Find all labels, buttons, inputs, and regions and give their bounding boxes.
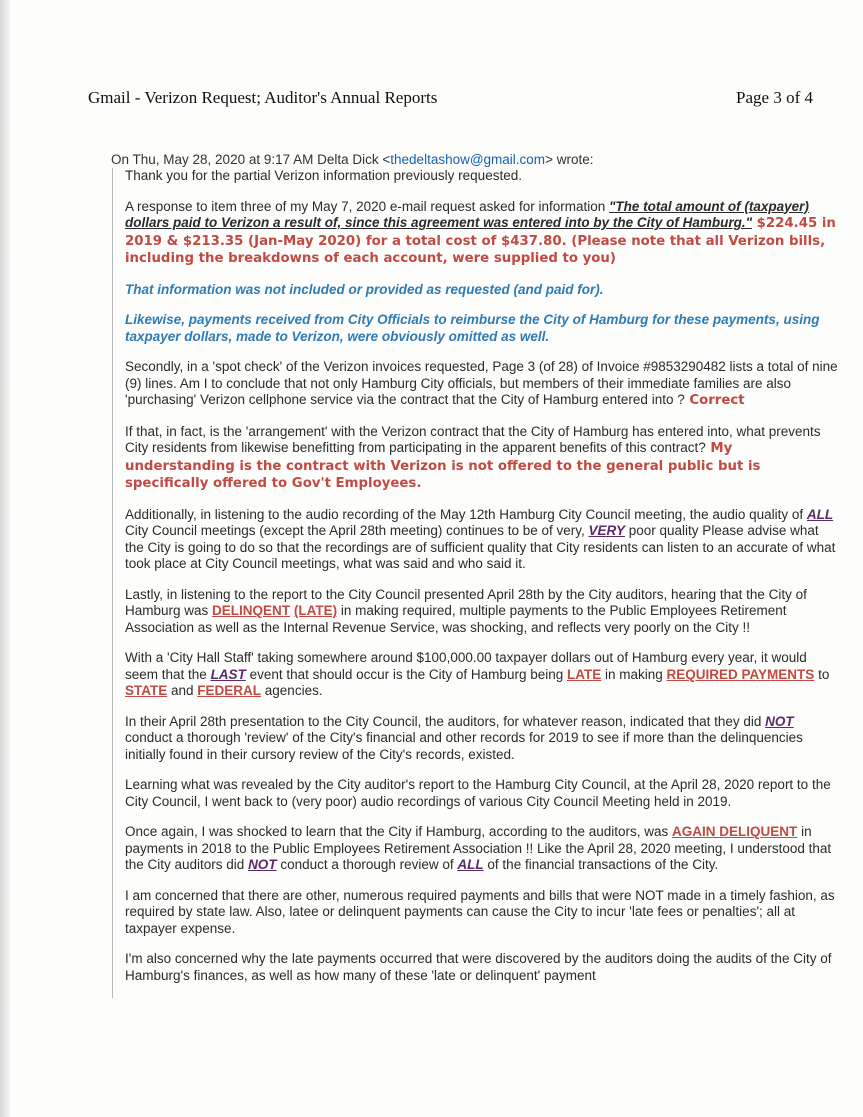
scan-edge-shadow [0,0,10,1117]
quoted-message [112,168,840,998]
emphasis-not-2: NOT [248,857,277,872]
paragraph-item-three [125,199,840,268]
staff-text-f: agencies. [261,683,323,698]
emphasis-very: VERY [588,523,626,538]
emphasis-delinquent: DELINQENT [212,603,291,618]
arrangement-text: If that, in fact, is the 'arrangement' with the Verizon contract that the City of Hamburg has entered into, what prevents City residents from likewise benefitting from participating in the apparent benefits of this contract? [125,423,821,455]
item-three-text: A response to item three of my May 7, 2020 e-mail request asked for information [125,198,609,214]
emphasis-all: ALL [806,506,834,522]
page-header-title: Gmail - Verizon Request; Auditor's Annual Reports [88,88,438,107]
emphasis-all-2: ALL [457,857,484,872]
audio-text-b: City Council meetings (except the April 28th meeting) continues to be of very, [125,523,589,538]
paragraph-audio-quality [125,507,840,573]
staff-text-d: to [814,666,830,682]
emphasis-again-delinquent: AGAIN DELIQUENT [672,824,798,839]
spot-check-reply: Correct [684,393,745,408]
staff-text-c: in making [601,666,667,682]
audio-text-a: Additionally, in listening to the audio recording of the May 12th Hamburg City Council meeting, the audio quality of [125,506,807,522]
paragraph-reimburse: Likewise, payments received from City Officials to reimburse the City of Hamburg for these payments, using taxpayer dollars, made to Verizon, were obviously omitted as well. [125,312,820,344]
item-three-reply: $224.45 in 2019 & $213.35 (Jan-May 2020) for a total cost of $437.80. (Please note that all Verizon bills, including the breakdowns of each account, were supplied to you) [125,216,836,266]
paragraph-learning: Learning what was revealed by the City auditor's report to the Hamburg City Council, at the April 28, 2020 report to the City Council, I went back to (very poor) audio recordings of various City Council Meeting held in 2019. [125,777,831,809]
attribution-suffix: > wrote: [545,152,594,167]
presentation-text-a: In their April 28th presentation to the City Council, the auditors, for whatever reason, indicated that they did [125,713,766,729]
paragraph-presentation [125,714,840,764]
emphasis-not: NOT [765,713,794,729]
paragraph-delinquent [125,587,840,637]
emphasis-late-2: LATE [567,666,602,682]
once-again-text-c: conduct a thorough review of [276,857,458,872]
sender-email-link[interactable]: thedeltashow@gmail.com [390,152,546,167]
paragraph-once-again [125,824,840,874]
spot-check-text: Secondly, in a 'spot check' of the Verizon invoices requested, Page 3 (of 28) of Invoice #9853290482 lists a total of nine (9) lines. Am I to conclude that not only Hamburg City officials, but members of their immediate families are also 'purchasing' Verizon cellphone service via the contract that the City of Hamburg entered into ? [125,359,838,407]
emphasis-last: LAST [210,666,246,682]
emphasis-required-payments: REQUIRED PAYMENTS [666,666,815,682]
audio-text-c: poor quality Please advise what the City is going to do so that the recordings are of sufficient quality that City residents can listen to an accurate of what took place at City Council meetings, what was said and who said it. [125,523,836,571]
staff-text-e: and [167,683,198,698]
paragraph-not-included: That information was not included or provided as requested (and paid for). [125,281,604,297]
once-again-text-a: Once again, I was shocked to learn that the City if Hamburg, according to the auditors, was [125,824,673,839]
presentation-text-b: conduct a thorough 'review' of the City's financial and other records for 2019 to see if more than the delinquencies initially found in their cursory review of the City's records, existed. [125,730,803,762]
page-number: Page 3 of 4 [736,88,813,107]
emphasis-state: STATE [125,683,168,698]
paragraph-city-hall-staff [125,650,840,700]
delinquent-text-b: in making required, multiple payments to the Public Employees Retirement Association as well as the Internal Revenue Service, was shocking, and reflects very poorly on the City !! [125,603,787,635]
staff-text-b: event that should occur is the City of Hamburg being [245,666,567,682]
staff-text-a: With a 'City Hall Staff' taking somewhere around $100,000.00 taxpayer dollars out of Hamburg every year, it would seem that the [125,650,807,682]
paragraph-spot-check [125,359,840,410]
item-three-quote: "The total amount of (taxpayer) dollars paid to Verizon a result of, since this agreement was entered into by the City of Hamburg." [125,198,809,230]
paragraph-concerned-payments: I am concerned that there are other, numerous required payments and bills that were NOT made in a timely fashion, as required by state law. Also, latee or delinquent payments can cause the City to incur 'late fees or penalties'; all at taxpayer expense. [125,887,835,936]
once-again-text-b: in payments in 2018 to the Public Employees Retirement Association !! Like the April 28, 2020 meeting, I understood that the City auditors did [125,824,832,872]
attribution-prefix: On Thu, May 28, 2020 at 9:17 AM Delta Dick < [111,152,391,167]
paragraph-thanks: Thank you for the partial Verizon information previously requested. [125,168,522,183]
emphasis-federal: FEDERAL [197,683,262,698]
emphasis-late: (LATE) [293,603,338,618]
once-again-text-d: of the financial transactions of the City. [483,857,719,872]
paragraph-concerned-late: I'm also concerned why the late payments occurred that were discovered by the auditors doing the audits of the City of Hamburg's finances, as well as how many of these 'late or delinquent' payment [125,951,832,983]
arrangement-reply: My understanding is the contract with Verizon is not offered to the general public but is specifically offered to Gov't Employees. [125,441,761,491]
reply-attribution [111,151,593,168]
paragraph-arrangement [125,424,840,493]
delinquent-text-a: Lastly, in listening to the report to the City Council presented April 28th by the City auditors, hearing that the City of Hamburg was [125,586,807,618]
